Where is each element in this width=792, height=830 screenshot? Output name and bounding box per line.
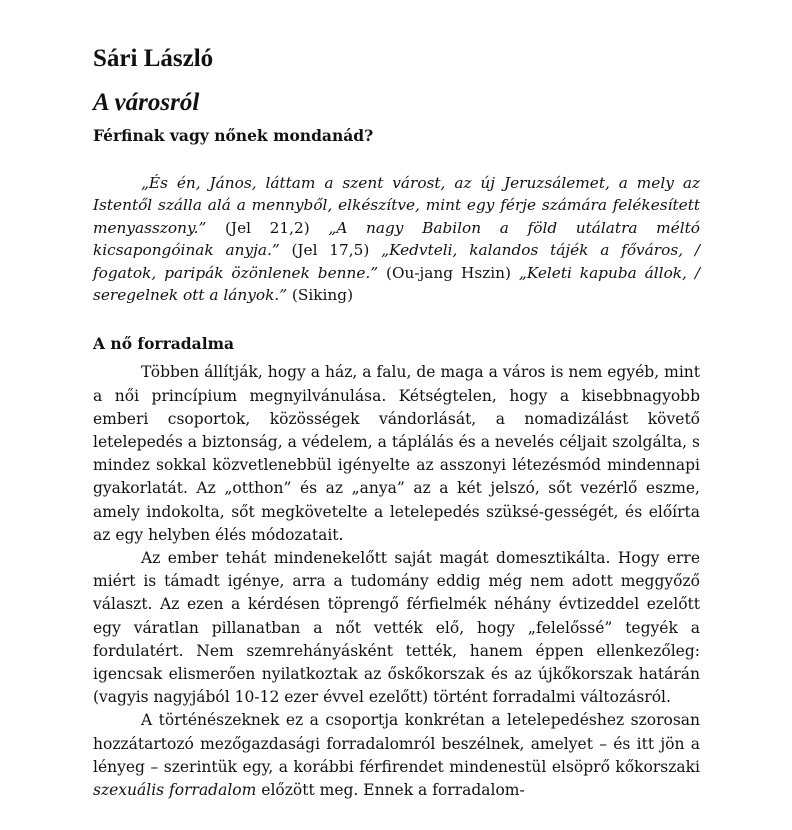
motto-quote-1: „És én, János, láttam a szent várost, az új Jeruzsálemet, a mely az Istentől szálla alá a mennyből, elkészítve, mint egy férje számára felékesített menyasszony.” [93, 174, 700, 237]
essay-title: A városról [93, 89, 200, 116]
author-name: Sári László [93, 45, 214, 72]
document-page [93, 43, 700, 802]
body-paragraph-3 [93, 709, 700, 802]
body-paragraph-3-text-b: előzött meg. Ennek a forradalom- [256, 781, 525, 800]
motto-ref-4: (Siking) [287, 286, 354, 305]
motto-ref-1: (Jel 21,2) [206, 218, 329, 237]
essay-subtitle: Férfinak vagy nőnek mondanád? [93, 126, 374, 145]
motto-quotes [93, 172, 700, 306]
motto-quote-3: „Kedvteli, kalandos tájék a főváros, / fogatok, paripák özönlenek benne.” [93, 241, 700, 282]
body-paragraph-3-text-a: A történészeknek ez a csoportja konkrétan a letelepedéshez szorosan hozzátartozó mezőgazdasági forradalomról beszélnek, amelyet – és itt jön a lényeg – szerintük egy, a korábbi férfirendet mindenestül elsöprő kőkorszaki [93, 711, 700, 776]
motto-ref-2: (Jel 17,5) [279, 241, 382, 260]
section-title: A nő forradalma [93, 334, 235, 354]
motto-quote-2: „A nagy Babilon a föld utálatra méltó kicsapongóinak anyja.” [93, 218, 700, 260]
body-paragraph-3-emphasis: szexuális forradalom [93, 781, 257, 800]
motto-ref-3: (Ou-jang Hszin) [378, 263, 519, 282]
body-paragraph-1: Többen állítják, hogy a ház, a falu, de maga a város is nem egyéb, mint a női princípium megnyilvánulása. Kétségtelen, hogy a kisebbnagyobb emberi csoportok, közösségek vándorlását, a nomadizálást követő letelepedés a biztonság, a védelem, a táplálás és a nevelés céljait szolgálta, s mindez sokkal közvetlenebbül igényelte az asszonyi létezésmód mindennapi gyakorlatát. Az „otthon” és az „anya” az a két jelszó, sőt vezérlő eszme, amely indokolta, sőt megkövetelte a letelepedés szüksé-gességét, és előírta az egy helyben élés módozatait. [93, 363, 700, 544]
body-paragraph-2: Az ember tehát mindenekelőtt saját magát domesztikálta. Hogy erre miért is támadt igénye, arra a tudomány eddig még nem adott meggyőző választ. Az ezen a kérdésen töprengő férfielmék néhány évtizeddel ezelőtt egy váratlan pillanatban a nőt vették elő, hogy „felelőssé” tegyék a fordulatért. Nem szemrehányásként tették, hanem éppen ellenkezőleg: igencsak elismerően nyilatkoztak az őskőkorszak és az újkőkorszak határán (vagyis nagyjából 10-12 ezer évvel ezelőtt) történt forradalmi változásról. [93, 549, 700, 707]
motto-quote-4: „Keleti kapuba állok, / seregelnek ott a lányok.” [93, 263, 700, 305]
